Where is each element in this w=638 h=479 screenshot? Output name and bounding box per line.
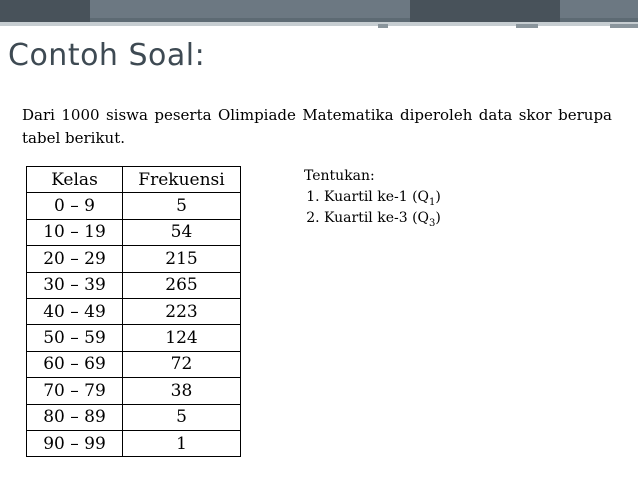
top-decor-stripe [0, 22, 638, 26]
frekuensi-cell: 223 [123, 298, 241, 324]
frekuensi-cell: 54 [123, 219, 241, 245]
task-block [304, 166, 441, 229]
table-row [27, 193, 241, 219]
intro-text: Dari 1000 siswa peserta Olimpiade Matematika diperoleh data skor berupa tabel berikut. [22, 106, 612, 147]
table-row [27, 219, 241, 245]
task-item-close: ) [435, 210, 441, 226]
stripe-tick [516, 24, 538, 28]
task-item [324, 187, 441, 208]
top-decor-segment [0, 0, 90, 22]
stripe-tick [610, 24, 638, 28]
task-heading: Tentukan: [304, 168, 375, 184]
table-row [27, 351, 241, 377]
table-row [27, 378, 241, 404]
header-frekuensi: Frekuensi [123, 167, 241, 193]
table-body [27, 193, 241, 457]
task-item-close: ) [435, 189, 441, 205]
frekuensi-cell: 124 [123, 325, 241, 351]
kelas-cell: 50 – 59 [27, 325, 123, 351]
kelas-cell: 80 – 89 [27, 404, 123, 430]
table-row [27, 272, 241, 298]
task-item-subscript: 3 [429, 217, 436, 229]
table-row [27, 246, 241, 272]
kelas-cell: 70 – 79 [27, 378, 123, 404]
top-decor-bar [0, 0, 638, 22]
stripe-tick [378, 24, 388, 28]
frekuensi-cell: 72 [123, 351, 241, 377]
kelas-cell: 0 – 9 [27, 193, 123, 219]
kelas-cell: 10 – 19 [27, 219, 123, 245]
frekuensi-cell: 215 [123, 246, 241, 272]
table-row [27, 404, 241, 430]
kelas-cell: 90 – 99 [27, 430, 123, 456]
frekuensi-cell: 5 [123, 404, 241, 430]
frekuensi-cell: 1 [123, 430, 241, 456]
frequency-table [26, 166, 241, 457]
table-row [27, 298, 241, 324]
frekuensi-cell: 5 [123, 193, 241, 219]
task-item [324, 208, 441, 229]
kelas-cell: 60 – 69 [27, 351, 123, 377]
frekuensi-cell: 38 [123, 378, 241, 404]
header-kelas: Kelas [27, 167, 123, 193]
frekuensi-cell: 265 [123, 272, 241, 298]
kelas-cell: 20 – 29 [27, 246, 123, 272]
task-item-subscript: 1 [429, 196, 436, 208]
task-item-text: Kuartil ke-1 (Q [324, 189, 430, 205]
kelas-cell: 40 – 49 [27, 298, 123, 324]
task-list [304, 187, 441, 229]
top-decor-segment [410, 0, 560, 22]
table-header-row [27, 167, 241, 193]
slide-title: Contoh Soal: [8, 38, 206, 73]
table-row [27, 325, 241, 351]
table-row [27, 430, 241, 456]
kelas-cell: 30 – 39 [27, 272, 123, 298]
task-item-text: Kuartil ke-3 (Q [324, 210, 430, 226]
